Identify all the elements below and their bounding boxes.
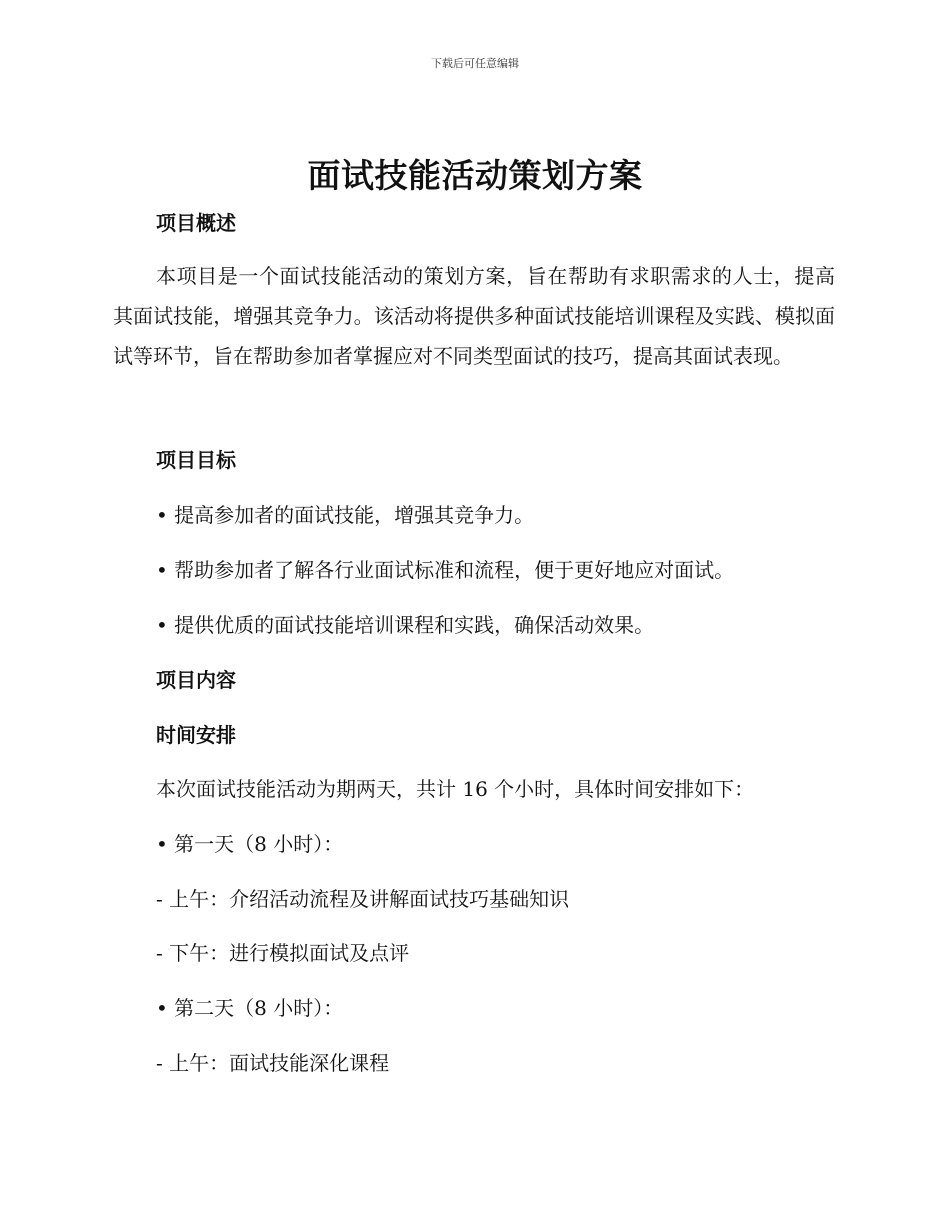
schedule-line: • 第一天（8 小时）： <box>156 832 344 856</box>
document-title: 面试技能活动策划方案 <box>307 156 643 195</box>
goal-item: • 帮助参加者了解各行业面试标准和流程，便于更好地应对面试。 <box>156 558 735 582</box>
section-heading-content: 项目内容 <box>156 668 236 692</box>
schedule-line: - 上午：介绍活动流程及讲解面试技巧基础知识 <box>156 887 570 911</box>
header-note: 下载后可任意编辑 <box>431 57 519 70</box>
section-heading-goals: 项目目标 <box>156 448 236 472</box>
schedule-line: - 下午：进行模拟面试及点评 <box>156 941 410 965</box>
goal-item: • 提供优质的面试技能培训课程和实践，确保活动效果。 <box>156 613 655 637</box>
schedule-intro: 本次面试技能活动为期两天，共计 16 个小时，具体时间安排如下： <box>156 777 755 801</box>
overview-paragraph: 本项目是一个面试技能活动的策划方案，旨在帮助有求职需求的人士，提高其面试技能，增强其竞争力。该活动将提供多种面试技能培训课程及实践、模拟面试等环节，旨在帮助参加者掌握应对不同类型面试的技巧，提高其面试表现。 <box>113 264 835 368</box>
schedule-line: • 第二天（8 小时）： <box>156 996 344 1020</box>
schedule-line: - 上午：面试技能深化课程 <box>156 1051 390 1075</box>
section-heading-overview: 项目概述 <box>156 211 236 235</box>
section-heading-schedule: 时间安排 <box>156 723 236 747</box>
goal-item: • 提高参加者的面试技能，增强其竞争力。 <box>156 503 535 527</box>
